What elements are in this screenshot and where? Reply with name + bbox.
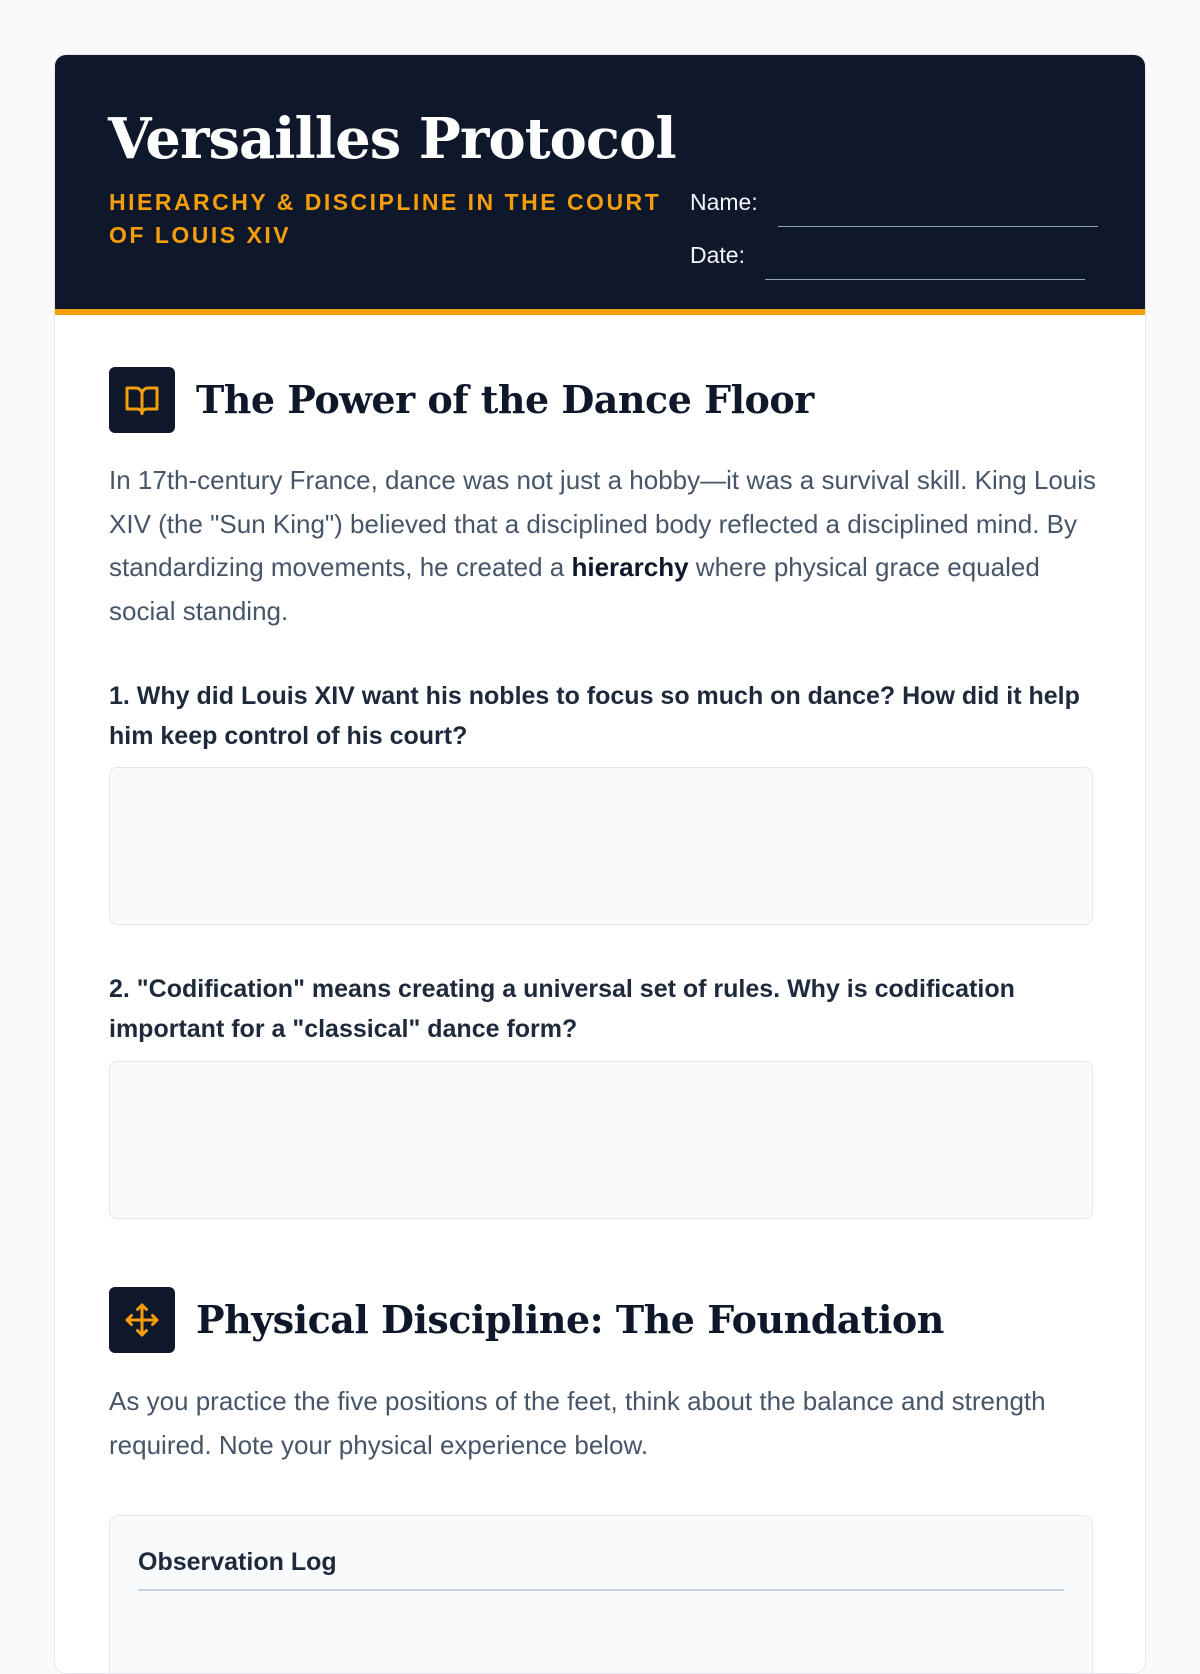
section-title: Physical Discipline: The Foundation [196,1297,944,1342]
section-dance-floor-header [109,367,1109,433]
open-book-icon [109,367,175,433]
name-label: Name: [690,189,758,215]
section-instructions-paragraph: As you practice the five positions of the feet, think about the balance and strength required. Note your physical experience below. [109,1386,1046,1460]
observation-log-card[interactable] [109,1515,1093,1674]
paragraph-text: where physical grace equaled social standing. [109,552,1040,626]
question-2: 2. "Codification" means creating a universal set of rules. Why is codification important for a "classical" dance form? [109,975,1015,1043]
worksheet-subtitle: HIERARCHY & DISCIPLINE IN THE COURT OF LOUIS XIV [109,189,662,248]
worksheet-header [55,55,1145,315]
worksheet-title: Versailles Protocol [108,106,676,172]
paragraph-emphasis: hierarchy [571,552,689,582]
section-intro-paragraph [109,459,1099,633]
worksheet [54,54,1146,1674]
move-arrows-icon [109,1287,175,1353]
observation-log-title: Observation Log [138,1548,337,1576]
date-label: Date: [690,242,745,268]
date-input-line[interactable] [765,279,1085,280]
name-input-line[interactable] [778,226,1098,227]
paragraph-text: In 17th-century France, dance was not just a hobby—it was a survival skill. King Louis XIV (the "Sun King") believed that a disciplined body reflected a disciplined mind. By standardizing movements, he created a [109,465,1097,582]
observation-log-divider [138,1589,1064,1591]
section-title: The Power of the Dance Floor [196,377,814,422]
section-physical-discipline-header [109,1287,1109,1353]
question-1: 1. Why did Louis XIV want his nobles to focus so much on dance? How did it help him keep control of his court? [109,682,1080,750]
answer-box-1[interactable] [109,767,1093,925]
answer-box-2[interactable] [109,1061,1093,1219]
